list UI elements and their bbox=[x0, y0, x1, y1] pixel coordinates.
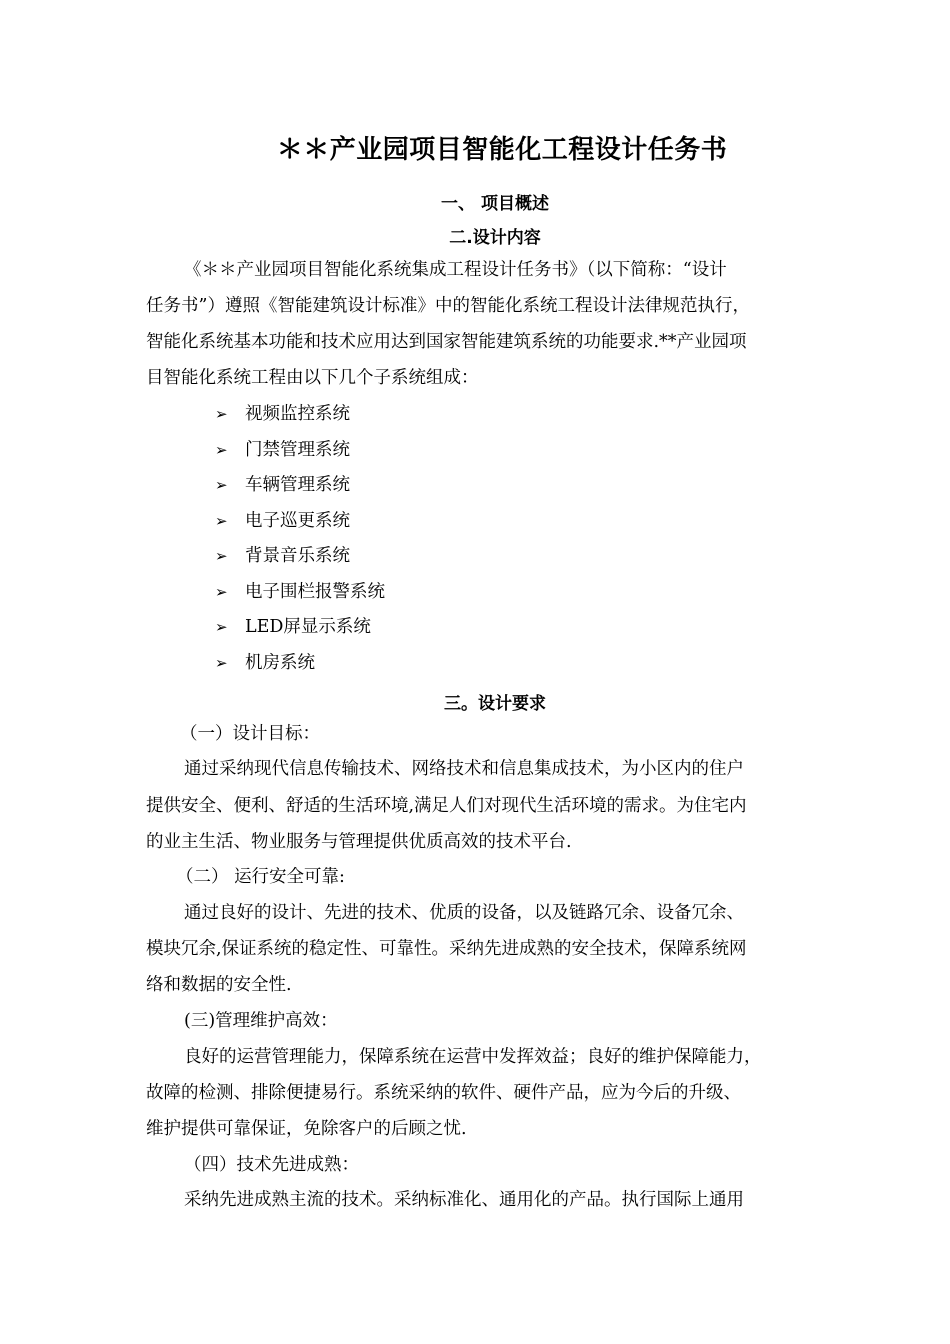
requirement-2-line-2: 模块冗余,保证系统的稳定性、可靠性。采纳先进成熟的安全技术，保障系统网 bbox=[146, 939, 747, 959]
requirement-heading-2: （二） 运行安全可靠: bbox=[176, 867, 345, 887]
subsystem-list-item bbox=[215, 652, 315, 674]
requirement-heading-1: （一）设计目标： bbox=[180, 724, 320, 744]
arrow-bullet-icon: ➢ bbox=[215, 618, 228, 636]
intro-line-1: 《＊＊产业园项目智能化系统集成工程设计任务书》（以下简称：“设计 bbox=[184, 260, 727, 280]
subsystem-list-item bbox=[215, 510, 350, 532]
section-heading-overview: 一、 项目概述 bbox=[441, 194, 549, 214]
subsystem-label: 背景音乐系统 bbox=[245, 546, 350, 566]
arrow-bullet-icon: ➢ bbox=[215, 654, 228, 672]
arrow-bullet-icon: ➢ bbox=[215, 547, 228, 565]
subsystem-list-item bbox=[215, 439, 350, 461]
subsystem-list-item bbox=[215, 581, 385, 603]
requirement-2-line-1: 通过良好的设计、先进的技术、优质的设备，以及链路冗余、设备冗余、 bbox=[184, 903, 744, 923]
section-heading-design-content: 二.设计内容 bbox=[449, 228, 541, 248]
requirement-2-line-3: 络和数据的安全性. bbox=[146, 975, 292, 995]
requirement-3-line-3: 维护提供可靠保证，免除客户的后顾之忧. bbox=[146, 1119, 467, 1139]
requirement-heading-3: (三)管理维护高效： bbox=[184, 1011, 338, 1031]
subsystem-label: 视频监控系统 bbox=[245, 404, 350, 424]
arrow-bullet-icon: ➢ bbox=[215, 476, 228, 494]
requirement-3-line-1: 良好的运营管理能力，保障系统在运营中发挥效益；良好的维护保障能力， bbox=[184, 1047, 762, 1067]
arrow-bullet-icon: ➢ bbox=[215, 512, 228, 530]
requirement-1-line-3: 的业主生活、物业服务与管理提供优质高效的技术平台. bbox=[146, 832, 572, 852]
subsystem-label: 机房系统 bbox=[245, 653, 315, 673]
requirement-4-line-1: 采纳先进成熟主流的技术。采纳标准化、通用化的产品。执行国际上通用 bbox=[184, 1190, 744, 1210]
subsystem-label: 电子巡更系统 bbox=[245, 511, 350, 531]
requirement-3-line-2: 故障的检测、排除便捷易行。系统采纳的软件、硬件产品，应为今后的升级、 bbox=[146, 1083, 741, 1103]
subsystem-list-item bbox=[215, 403, 350, 425]
subsystem-list-item bbox=[215, 545, 350, 567]
arrow-bullet-icon: ➢ bbox=[215, 583, 228, 601]
section-heading-design-requirements: 三。设计要求 bbox=[444, 694, 546, 714]
subsystem-label: LED屏显示系统 bbox=[245, 617, 371, 637]
intro-line-3: 智能化系统基本功能和技术应用达到国家智能建筑系统的功能要求.**产业园项 bbox=[146, 332, 747, 352]
subsystem-list-item bbox=[215, 474, 350, 496]
document-title: ＊＊产业园项目智能化工程设计任务书 bbox=[276, 135, 728, 165]
subsystem-label: 电子围栏报警系统 bbox=[245, 582, 385, 602]
subsystem-list-item bbox=[215, 616, 371, 638]
subsystem-label: 车辆管理系统 bbox=[245, 475, 350, 495]
intro-line-4: 目智能化系统工程由以下几个子系统组成： bbox=[146, 368, 479, 388]
arrow-bullet-icon: ➢ bbox=[215, 405, 228, 423]
intro-line-2: 任务书”）遵照《智能建筑设计标准》中的智能化系统工程设计法律规范执行， bbox=[146, 296, 750, 316]
arrow-bullet-icon: ➢ bbox=[215, 441, 228, 459]
requirement-heading-4: （四）技术先进成熟： bbox=[184, 1155, 359, 1175]
requirement-1-line-2: 提供安全、便利、舒适的生活环境,满足人们对现代生活环境的需求。为住宅内 bbox=[146, 796, 747, 816]
requirement-1-line-1: 通过采纳现代信息传输技术、网络技术和信息集成技术，为小区内的住户 bbox=[184, 759, 744, 779]
subsystem-label: 门禁管理系统 bbox=[245, 440, 350, 460]
